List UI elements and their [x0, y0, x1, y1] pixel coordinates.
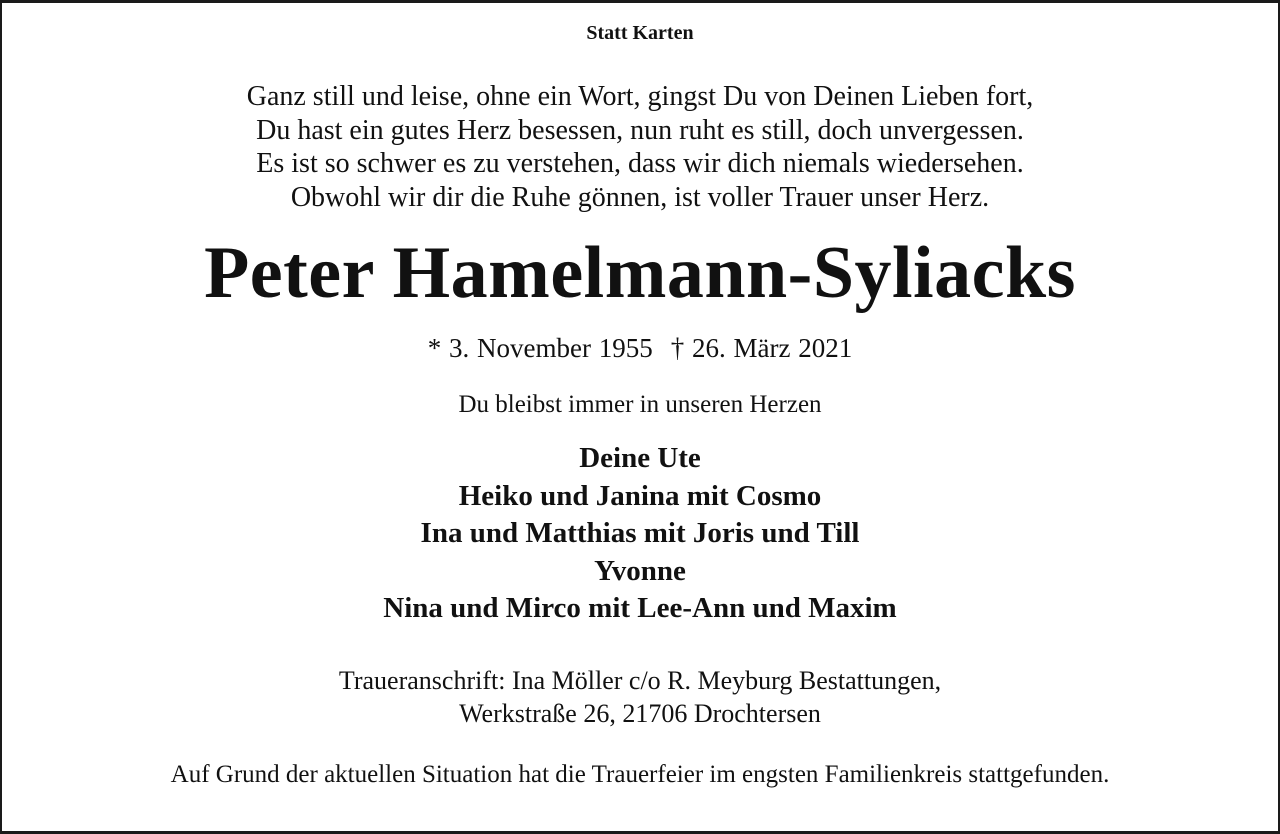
family-list [2, 440, 1278, 628]
deceased-name: Peter Hamelmann-Syliacks [204, 232, 1076, 314]
death-date: † 26. März 2021 [670, 333, 853, 363]
poem [2, 80, 1278, 214]
address-line: Werkstraße 26, 21706 Drochtersen [459, 699, 821, 728]
poem-line: Du hast ein gutes Herz besessen, nun ruht es still, doch unvergessen. [256, 114, 1024, 146]
family-member: Heiko und Janina mit Cosmo [458, 479, 822, 512]
poem-line: Ganz still und leise, ohne ein Wort, gingst Du von Deinen Lieben fort, [246, 81, 1034, 112]
family-member: Nina und Mirco mit Lee-Ann und Maxim [383, 592, 897, 624]
mourning-address [2, 664, 1278, 730]
poem-line: Obwohl wir dir die Ruhe gönnen, ist voller Trauer unser Herz. [290, 181, 990, 213]
poem-line: Es ist so schwer es zu verstehen, dass wir dich niemals wiedersehen. [256, 148, 1024, 179]
family-member: Yvonne [594, 554, 686, 587]
family-member: Ina und Matthias mit Joris und Till [420, 517, 860, 549]
footer-note: Auf Grund der aktuellen Situation hat die Trauerfeier im engsten Familienkreis stattgefunden. [170, 761, 1110, 788]
motto: Du bleibst immer in unseren Herzen [458, 391, 822, 418]
header-text: Statt Karten [586, 22, 694, 44]
birth-date: * 3. November 1955 [427, 333, 653, 363]
address-line: Traueranschrift: Ina Möller c/o R. Meyburg Bestattungen, [338, 666, 942, 695]
life-dates [2, 333, 1278, 364]
family-member: Deine Ute [579, 442, 701, 474]
